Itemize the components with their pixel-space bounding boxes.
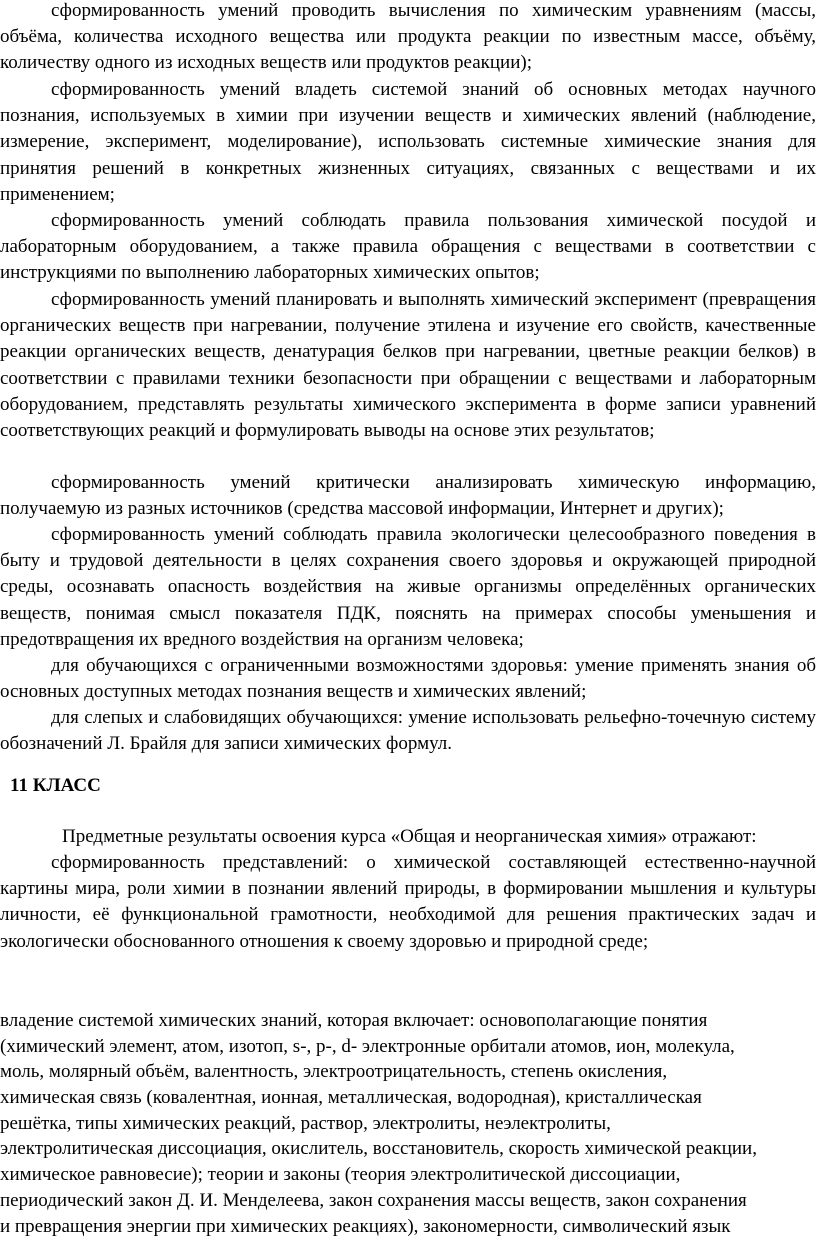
final-paragraph-line: решётка, типы химических реакций, раствор, электролиты, неэлектролиты, [0,1112,611,1134]
final-paragraph-line: моль, молярный объём, валентность, электроотрицательность, степень окисления, [0,1061,668,1083]
paragraph-calculations: сформированность умений проводить вычисления по химическим уравнениям (массы, объёма, количества исходного вещества или продукта реакции по известным массе, объёму, количеству одного из исходных веществ или продуктов реакции); [0,0,816,74]
paragraph-lab-rules: сформированность умений соблюдать правила пользования химической посудой и лабораторным оборудованием, а также правила обращения с веществами в соответствии с инструкциями по выполнению лабораторных химических опытов; [0,210,816,284]
paragraph-representations: сформированность представлений: о химической составляющей естественно-научной картины мира, роли химии в познании явлений природы, в формировании мышления и культуры личности, её функциональной грамотности, необходимой для решения практических задач и экологически обоснованного отношения к своему здоровью и природной среде; [0,852,816,952]
section-intro: Предметные результаты освоения курса «Общая и неорганическая химия» отражают: [62,826,757,847]
final-paragraph-line: химическое равновесие); теории и законы (теория электролитической диссоциации, [0,1164,681,1186]
final-paragraph-line: периодический закон Д. И. Менделеева, закон сохранения массы веществ, закон сохранения [0,1189,747,1211]
paragraph-experiment: сформированность умений планировать и выполнять химический эксперимент (превращения органических веществ при нагревании, получение этилена и изучение его свойств, качественные реакции органических веществ, денатурация белков при нагревании, цветные реакции белков) в соответствии с правилами техники безопасности при обращении с веществами и лабораторным оборудованием, представлять результаты химического эксперимента в форме записи уравнений соответствующих реакций и формулировать выводы на основе этих результатов; [0,289,816,442]
final-paragraph-line: электролитическая диссоциация, окислитель, восстановитель, скорость химической реакции, [0,1138,757,1160]
final-paragraph-line: и превращения энергии при химических реакциях), закономерности, символический язык [0,1215,731,1237]
paragraph-ecology: сформированность умений соблюдать правила экологически целесообразного поведения в быту и трудовой деятельности в целях сохранения своего здоровья и окружающей природной среды, осознавать опасность воздействия на живые организмы определённых органических веществ, понимая смысл показателя ПДК, пояснять на примерах способы уменьшения и предотвращения их вредного воздействия на организм человека; [0,524,816,650]
section-heading: 11 КЛАСС [10,775,101,796]
paragraph-braille: для слепых и слабовидящих обучающихся: умение использовать рельефно-точечную систему обозначений Л. Брайля для записи химических формул. [0,707,816,755]
final-paragraph-line: (химический элемент, атом, изотоп, s-, p-, d- электронные орбитали атомов, ион, молекула, [0,1035,735,1057]
final-paragraph-line: владение системой химических знаний, которая включает: основополагающие понятия [0,1010,708,1031]
paragraph-disabilities: для обучающихся с ограниченными возможностями здоровья: умение применять знания об основных доступных методах познания веществ и химических явлений; [0,655,816,703]
final-paragraph [0,1008,816,1239]
paragraph-scientific-methods: сформированность умений владеть системой знаний об основных методах научного познания, используемых в химии при изучении веществ и химических явлений (наблюдение, измерение, эксперимент, моделирование), использовать системные химические знания для принятия решений в конкретных жизненных ситуациях, связанных с веществами и их применением; [0,79,816,205]
paragraph-critical-analysis: сформированность умений критически анализировать химическую информацию, получаемую из разных источников (средства массовой информации, Интернет и других); [0,472,816,520]
final-paragraph-line: химическая связь (ковалентная, ионная, металлическая, водородная), кристаллическая [0,1087,702,1109]
